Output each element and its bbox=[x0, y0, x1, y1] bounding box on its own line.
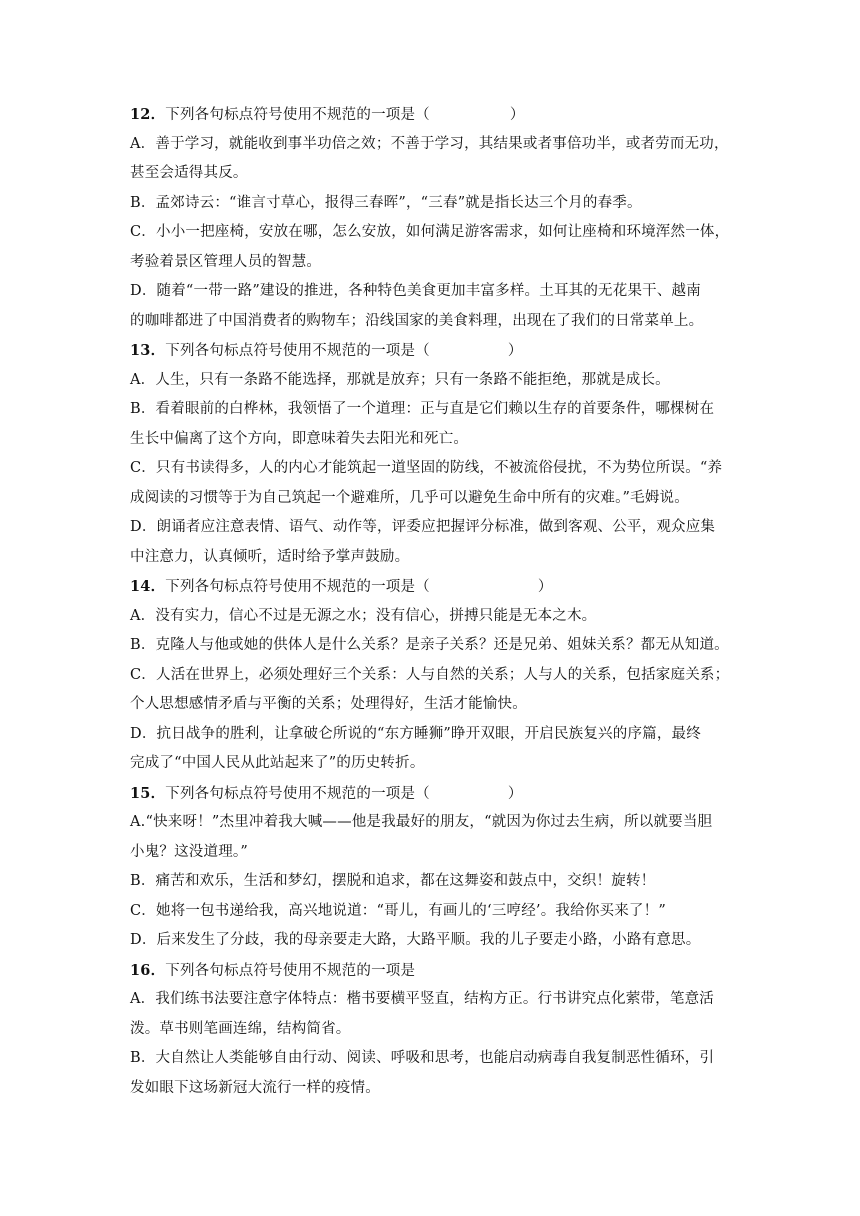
question-16-stem bbox=[130, 956, 740, 986]
question-12-option-a-line-1: A．善于学习，就能收到事半功倍之效；不善于学习，其结果或者事倍功半，或者劳而无功， bbox=[130, 135, 729, 152]
document-page bbox=[130, 100, 740, 1103]
question-15-option-a-line-2: 小鬼？这没道理。” bbox=[130, 843, 248, 860]
question-12-option-c-line-2: 考验着景区管理人员的智慧。 bbox=[130, 253, 322, 270]
question-13-option-a-line-1: A．人生，只有一条路不能选择，那就是放弃；只有一条路不能拒绝，那就是成长。 bbox=[130, 371, 670, 388]
question-16-option-b-line-2: 发如眼下这场新冠大流行一样的疫情。 bbox=[130, 1079, 380, 1096]
question-14-option-d-line-2: 完成了“中国人民从此站起来了”的历史转折。 bbox=[130, 755, 425, 771]
question-13-option-d-line-2: 中注意力，认真倾听，适时给予掌声鼓励。 bbox=[130, 548, 410, 565]
question-12-option-c-line-1: C．小小一把座椅，安放在哪，怎么安放，如何满足游客需求，如何让座椅和环境浑然一体， bbox=[130, 224, 730, 240]
question-15-option-a-line-1: A.“快来呀！”杰里冲着我大喊——他是我最好的朋友，“就因为你过去生病，所以就要当胆 bbox=[130, 814, 713, 830]
question-14-option-d-line-1: D．抗日战争的胜利，让拿破仑所说的“东方睡狮”睁开双眼，开启民族复兴的序篇，最终 bbox=[130, 725, 701, 742]
question-number: 15． bbox=[130, 784, 166, 802]
question-12-option-a-line-2: 甚至会适得其反。 bbox=[130, 165, 248, 181]
question-number: 13． bbox=[130, 342, 166, 359]
question-13-option-b-line-2: 生长中偏离了这个方向，即意味着失去阳光和死亡。 bbox=[130, 430, 469, 447]
question-text: 下列各句标点符号使用不规范的一项是（ bbox=[165, 579, 430, 595]
question-13-option-c-line-2: 成阅读的习惯等于为自己筑起一个避难所，几乎可以避免生命中所有的灾难。”毛姆说。 bbox=[130, 489, 689, 506]
question-14-option-b-line-1: B．克隆人与他或她的供体人是什么关系？是亲子关系？还是兄弟、姐妹关系？都无从知道。 bbox=[130, 637, 729, 653]
question-15-stem bbox=[130, 779, 740, 809]
question-text: 下列各句标点符号使用不规范的一项是（ bbox=[165, 343, 430, 359]
question-number: 16． bbox=[130, 961, 166, 979]
question-13-option-c-line-1: C．只有书读得多，人的内心才能筑起一道坚固的防线，不被流俗侵扰，不为势位所误。“养 bbox=[130, 460, 723, 476]
question-text: 下列各句标点符号使用不规范的一项是 bbox=[165, 962, 416, 979]
question-12-option-b-line-1: B．孟郊诗云：“谁言寸草心，报得三春晖”，“三春”就是指长达三个月的春季。 bbox=[130, 194, 642, 211]
question-text: 下列各句标点符号使用不规范的一项是（ bbox=[165, 107, 430, 123]
answer-bracket-close: ） bbox=[509, 107, 525, 123]
question-16-option-a-line-2: 泼。草书则笔画连绵，结构简省。 bbox=[130, 1020, 351, 1037]
answer-bracket-close: ） bbox=[507, 343, 523, 359]
question-12-stem bbox=[130, 100, 740, 130]
question-text: 下列各句标点符号使用不规范的一项是（ bbox=[165, 785, 430, 802]
question-16-option-a-line-1: A．我们练书法要注意字体特点：楷书要横平竖直，结构方正。行书讲究点化萦带，笔意活 bbox=[130, 991, 714, 1007]
question-16-option-b-line-1: B．大自然让人类能够自由行动、阅读、呼吸和思考，也能启动病毒自我复制恶性循环，引 bbox=[130, 1050, 715, 1066]
question-15-option-b-line-1: B．痛苦和欢乐，生活和梦幻，摆脱和追求，都在这舞姿和鼓点中，交织！旋转！ bbox=[130, 873, 656, 889]
question-14-option-c-line-2: 个人思想感情矛盾与平衡的关系；处理得好，生活才能愉快。 bbox=[130, 696, 527, 712]
question-13-option-d-line-1: D．朗诵者应注意表情、语气、动作等，评委应把握评分标准，做到客观、公平，观众应集 bbox=[130, 519, 716, 535]
question-number: 12． bbox=[130, 106, 166, 123]
answer-bracket-close: ） bbox=[507, 785, 523, 802]
answer-bracket-close: ） bbox=[537, 579, 553, 595]
question-15-option-d-line-1: D．后来发生了分歧，我的母亲要走大路，大路平顺。我的儿子要走小路，小路有意思。 bbox=[130, 932, 701, 948]
question-13-option-b-line-1: B．看着眼前的白桦林，我领悟了一个道理：正与直是它们赖以生存的首要条件，哪棵树在 bbox=[130, 401, 715, 417]
question-13-stem bbox=[130, 336, 740, 366]
question-number: 14． bbox=[130, 578, 166, 595]
question-12-option-d-line-1: D．随着“一带一路”建设的推进，各种特色美食更加丰富多样。土耳其的无花果干、越南 bbox=[130, 283, 701, 299]
question-15-option-c-line-1: C．她将一包书递给我，高兴地说道：“哥儿，有画儿的‘三哼经’。我给你买来了！” bbox=[130, 902, 666, 919]
question-14-stem bbox=[130, 572, 740, 602]
question-14-option-a-line-1: A．没有实力，信心不过是无源之水；没有信心，拼搏只能是无本之木。 bbox=[130, 607, 597, 624]
question-12-option-d-line-2: 的咖啡都进了中国消费者的购物车；沿线国家的美食料理，出现在了我们的日常菜单上。 bbox=[130, 312, 704, 329]
question-14-option-c-line-1: C．人活在世界上，必须处理好三个关系：人与自然的关系；人与人的关系，包括家庭关系； bbox=[130, 666, 730, 683]
